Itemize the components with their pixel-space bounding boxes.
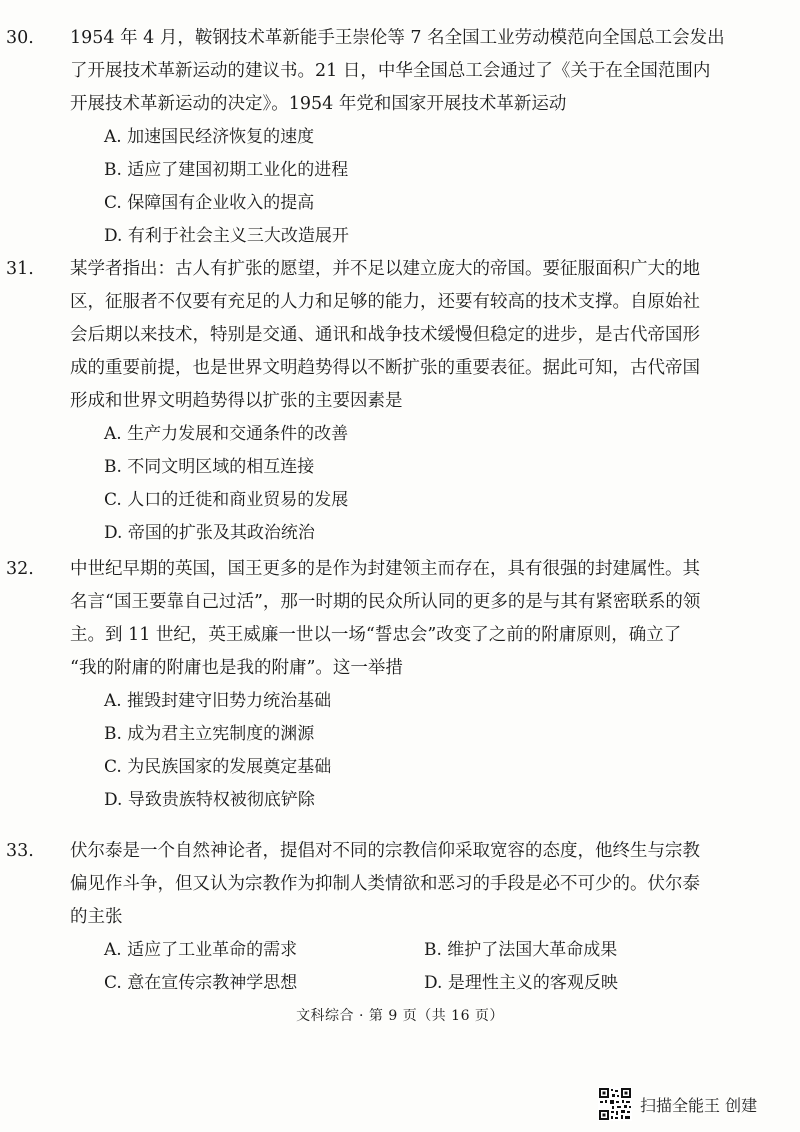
question-text-line: 区，征服者不仅要有充足的人力和足够的能力，还要有较高的技术支撑。自原始社 <box>70 292 700 312</box>
question-text-line: 开展技术革新运动的决定》。1954 年党和国家开展技术革新运动 <box>70 94 567 114</box>
question-31 <box>6 253 770 550</box>
option-c: C. 人口的迁徙和商业贸易的发展 <box>104 490 349 510</box>
options-row <box>70 934 770 967</box>
option-a: A. 加速国民经济恢复的速度 <box>104 127 315 147</box>
option-a: A. 适应了工业革命的需求 <box>104 940 298 960</box>
question-text-line: 了开展技术革新运动的建议书。21 日，中华全国总工会通过了《关于在全国范围内 <box>70 61 711 81</box>
page-footer: 文科综合 · 第 9 页（共 16 页） <box>296 1008 504 1024</box>
option-d: D. 有利于社会主义三大改造展开 <box>104 226 349 246</box>
question-text-line: 会后期以来技术，特别是交通、通讯和战争技术缓慢但稳定的进步，是古代帝国形 <box>70 325 700 345</box>
option-d: D. 是理性主义的客观反映 <box>424 973 618 993</box>
scanner-watermark <box>598 1086 757 1122</box>
question-32 <box>6 553 770 817</box>
question-number: 33. <box>6 841 34 861</box>
question-30 <box>6 22 770 253</box>
option-c: C. 意在宣传宗教神学思想 <box>104 973 298 993</box>
question-text-line: 形成和世界文明趋势得以扩张的主要因素是 <box>70 391 403 411</box>
question-text-line: 中世纪早期的英国，国王更多的是作为封建领主而存在，具有很强的封建属性。其 <box>70 559 700 579</box>
question-text-line: 1954 年 4 月，鞍钢技术革新能手王崇伦等 7 名全国工业劳动模范向全国总工会发出 <box>70 28 725 48</box>
question-33 <box>6 835 770 1000</box>
option-a: A. 生产力发展和交通条件的改善 <box>104 424 349 444</box>
question-text-line: “我的附庸的附庸也是我的附庸”。这一举措 <box>70 658 403 678</box>
question-number: 31. <box>6 259 34 279</box>
question-number: 30. <box>6 28 34 48</box>
option-b: B. 成为君主立宪制度的渊源 <box>104 724 315 744</box>
option-c: C. 为民族国家的发展奠定基础 <box>104 757 332 777</box>
option-b: B. 适应了建国初期工业化的进程 <box>104 160 349 180</box>
option-d: D. 导致贵族特权被彻底铲除 <box>104 790 315 810</box>
watermark-text: 扫描全能王 创建 <box>640 1095 758 1115</box>
question-text-line: 主。到 11 世纪，英王威廉一世以一场“誓忠会”改变了之前的附庸原则，确立了 <box>70 625 682 645</box>
option-a: A. 摧毁封建守旧势力统治基础 <box>104 691 332 711</box>
question-text-line: 伏尔泰是一个自然神论者，提倡对不同的宗教信仰采取宽容的态度，他终生与宗教 <box>70 841 700 861</box>
question-text-line: 名言“国王要靠自己过活”，那一时期的民众所认同的更多的是与其有紧密联系的领 <box>70 592 701 612</box>
option-d: D. 帝国的扩张及其政治统治 <box>104 523 315 543</box>
options-row <box>70 967 770 1000</box>
question-text-line: 的主张 <box>70 907 123 927</box>
question-text-line: 某学者指出：古人有扩张的愿望，并不足以建立庞大的帝国。要征服面积广大的地 <box>70 259 700 279</box>
question-text-line: 偏见作斗争，但又认为宗教作为抑制人类情欲和恶习的手段是必不可少的。伏尔泰 <box>70 874 700 894</box>
question-text-line: 成的重要前提，也是世界文明趋势得以不断扩张的重要表征。据此可知，古代帝国 <box>70 358 700 378</box>
option-c: C. 保障国有企业收入的提高 <box>104 193 315 213</box>
question-number: 32. <box>6 559 34 579</box>
option-b: B. 维护了法国大革命成果 <box>424 940 618 960</box>
qr-code-icon <box>598 1087 632 1121</box>
option-b: B. 不同文明区域的相互连接 <box>104 457 315 477</box>
